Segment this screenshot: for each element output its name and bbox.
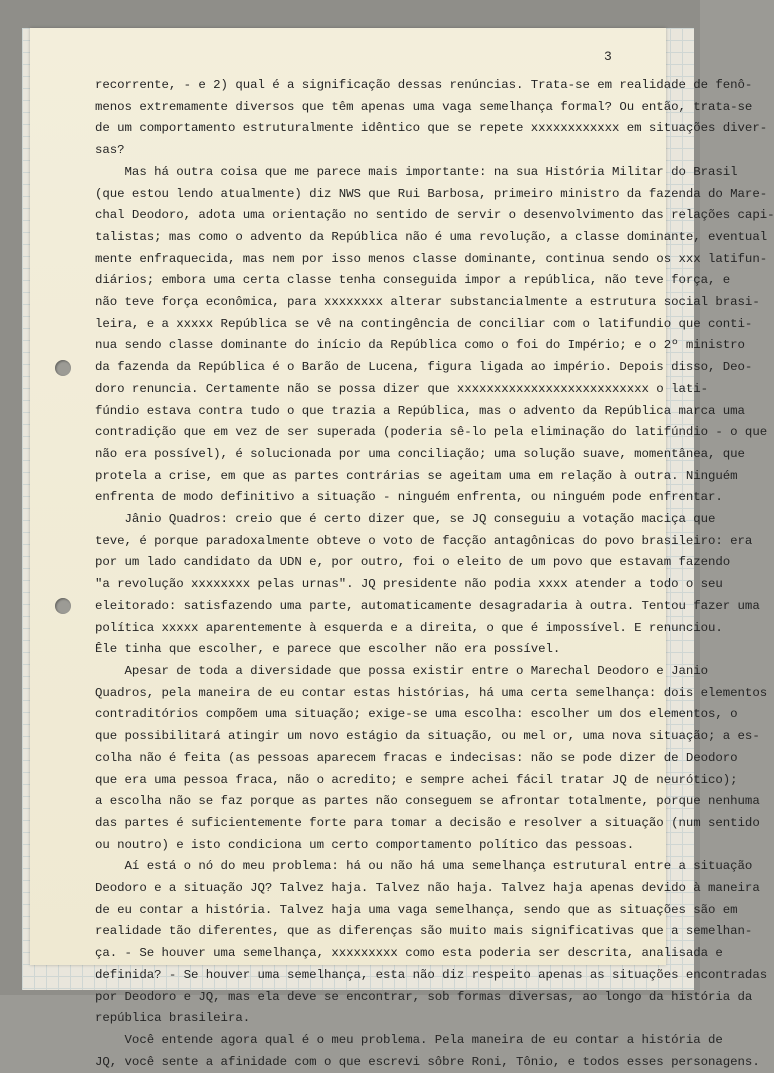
text-line: diários; embora uma certa classe tenha conseguida impor a república, não teve força, e [95,273,731,288]
text-line: de um comportamento estruturalmente idêntico que se repete xxxxxxxxxxxx em situações diver- [95,121,768,136]
text-line: nua sendo classe dominante do início da República como o foi do Império; e o 2º ministro [95,338,745,353]
text-line: Jânio Quadros: creio que é certo dizer que, se JQ conseguiu a votação maciça que [95,512,716,527]
text-line: "a revolução xxxxxxxx pelas urnas". JQ presidente não podia xxxx atender a todo o seu [95,577,723,592]
text-line: ou noutro) e isto condiciona um certo comportamento político das pessoas. [95,837,635,852]
text-line: a escolha não se faz porque as partes não conseguem se afrontar totalmente, porque nenhuma [95,794,760,809]
text-line: protela a crise, em que as partes contrárias se ageitam uma em relação à outra. Ninguém [95,468,738,483]
body-text [95,75,774,1073]
text-line: realidade tão diferentes, que as diferenças são muito mais significativas que a semelhan- [95,924,753,939]
text-line: enfrenta de modo definitivo a situação - ninguém enfrenta, ou ninguém pode enfrentar. [95,490,723,505]
text-line: ça. - Se houver uma semelhança, xxxxxxxxx como esta poderia ser descrita, analisada e [95,946,723,961]
text-line: de eu contar a história. Talvez haja uma vaga semelhança, sendo que as situações são em [95,902,738,917]
text-line: contradição que em vez de ser superada (poderia sê-lo pela eliminação do latifúndio - o que [95,425,768,440]
text-line: teve, é porque paradoxalmente obteve o voto de facção antagônicas do povo brasileiro: era [95,533,753,548]
text-line: talistas; mas como o advento da República não é uma revolução, a classe dominante, eventual [95,229,768,244]
text-line: chal Deodoro, adota uma orientação no sentido de servir o desenvolvimento das relações capi- [95,208,774,223]
text-line: JQ, você sente a afinidade com o que escrevi sôbre Roni, Tônio, e todos esses personagens. [95,1054,760,1069]
punch-hole [55,360,71,376]
text-line: por um lado candidato da UDN e, por outro, foi o eleito de um povo que estavam fazendo [95,555,731,570]
text-line: república brasileira. [95,1011,251,1026]
text-line: que era uma pessoa fraca, não o acredito; e sempre achei fácil tratar JQ de neurótico); [95,772,738,787]
text-line: que possibilitará atingir um novo estágio da situação, ou mel or, uma nova situação; a es- [95,729,760,744]
text-line: contraditórios compõem uma situação; exige-se uma escolha: escolher um dos elementos, o [95,707,738,722]
text-line: Mas há outra coisa que me parece mais importante: na sua História Militar do Brasil [95,164,738,179]
text-line: não teve força econômica, para xxxxxxxx alterar substancialmente a estrutura social brasi- [95,295,760,310]
text-line: Quadros, pela maneira de eu contar estas histórias, há uma certa semelhança: dois elementos [95,685,768,700]
text-line: da fazenda da República é o Barão de Lucena, figura ligada ao império. Depois disso, Deo- [95,360,753,375]
text-line: não era possível), é solucionada por uma conciliação; uma solução suave, momentânea, que [95,446,745,461]
text-line: Aí está o nó do meu problema: há ou não há uma semelhança estrutural entre a situação [95,859,753,874]
punch-hole [55,598,71,614]
text-line: por Deodoro e JQ, mas ela deve se encontrar, sob formas diversas, ao longo da história da [95,989,753,1004]
text-line: Deodoro e a situação JQ? Talvez haja. Talvez não haja. Talvez haja apenas devido à maneira [95,881,760,896]
text-line: menos extremamente diversos que têm apenas uma vaga semelhança formal? Ou então, trata-se [95,99,753,114]
page-number: 3 [604,49,612,64]
text-line: fúndio estava contra tudo o que trazia a República, mas o advento da República marca uma [95,403,745,418]
text-line: (que estou lendo atualmente) diz NWS que Rui Barbosa, primeiro ministro da fazenda do Mare- [95,186,768,201]
text-line: eleitorado: satisfazendo uma parte, automaticamente desagradaria à outra. Tentou fazer uma [95,598,760,613]
text-line: recorrente, - e 2) qual é a significação dessas renúncias. Trata-se em realidade de fenô- [95,78,753,92]
text-line: Êle tinha que escolher, e parece que escolher não era possível. [95,642,561,657]
text-line: Apesar de toda a diversidade que possa existir entre o Marechal Deodoro e Janio [95,663,709,678]
text-line: colha não é feita (as pessoas aparecem fracas e indecisas: não se pode dizer de Deodoro [95,750,738,765]
text-line: política xxxxx aparentemente à esquerda e a direita, o que é impossível. E renunciou. [95,620,723,635]
text-line: leira, e a xxxxx República se vê na contingência de conciliar com o latifundio que conti- [95,316,753,331]
text-line: das partes é suficientemente forte para tomar a decisão e resolver a situação (num sentido [95,815,760,830]
text-line: mente enfraquecida, mas nem por isso menos classe dominante, continua sendo os xxx latifun- [95,251,768,266]
text-line: Você entende agora qual é o meu problema. Pela maneira de eu contar a história de [95,1032,723,1047]
text-line: sas? [95,143,125,158]
text-line: definida? - Se houver uma semelhança, esta não diz respeito apenas as situações encontradas [95,967,768,982]
text-line: doro renuncia. Certamente não se possa dizer que xxxxxxxxxxxxxxxxxxxxxxxxxx o lati- [95,381,709,396]
